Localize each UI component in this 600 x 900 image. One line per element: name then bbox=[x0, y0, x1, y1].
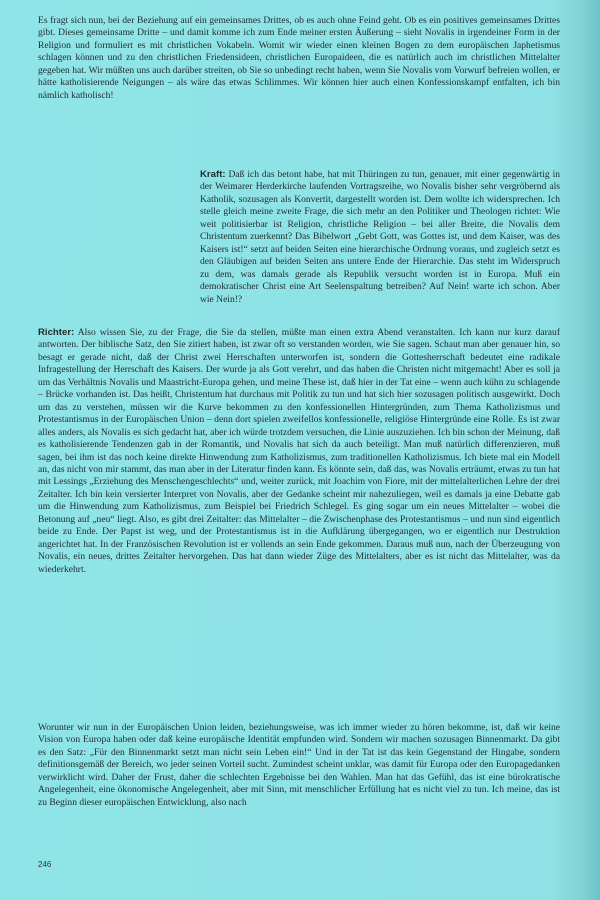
speaker-richter: Richter: bbox=[38, 327, 75, 338]
paragraph-continuation bbox=[38, 722, 560, 809]
paragraph-intro bbox=[38, 15, 560, 102]
paragraph-richter-text: Also wissen Sie, zu der Frage, die Sie da stellen, müßte man einen extra Abend veranstalten. Ich kann nur kurz darauf antworten. Der biblische Satz, den Sie zitiert haben, ist zwar oft so verstanden worden, wie Sie sagen. Schaut man aber genauer hin, so besagt er gerade nicht, daß der Christ zwei Herrschaften unterworfen ist, sondern die Gottesherrschaft bedeutet eine radikale Infragestellung der Herrschaft des Kaisers. Der wurde ja als Gott verehrt, und das haben die Christen nicht mitgemacht! Aber es soll ja um das Verhältnis Novalis und Maastricht-Europa gehen, und meine These ist, daß hier in der Tat eine – wenn auch kühn zu schlagende – Brücke vorhanden ist. Das heißt, Christentum hat durchaus mit Politik zu tun und hat sich hier sozusagen politisch ausgewirkt. Doch um das zu verstehen, müssen wir die Kurve bekommen zu den konfessionellen Hintergründen, zum Thema Katholizismus und Protestantismus in der Europäischen Union – denn dort spielen zweifellos konfessionelle, religiöse Hintergründe eine Rolle. Es ist zwar alles anders, als Novalis es sich gedacht hat, aber ich würde trotzdem versuchen, die Linie auszuziehen. Ich bin schon der Meinung, daß es katholisierende Tendenzen gab in der Romantik, und Novalis hat sich da auch beteiligt. Man muß natürlich differenzieren, muß sagen, bei ihm ist das noch keine direkte Hinwendung zum Katholizismus, zum traditionellen Katholizismus. Ich biete mal ein Modell an, das nicht von mir stammt, das man aber in der Literatur finden kann. Es könnte sein, daß das, was Novalis erträumt, etwas zu tun hat mit Lessings „Erziehung des Menschengeschlechts“ und, weiter zurück, mit Joachim von Fiore, mit der mittelalterlichen Lehre der drei Zeitalter. Ich bin kein versierter Interpret von Novalis, aber der Gedanke scheint mir nahezuliegen, weil es damals ja eine Debatte gab um die Hinwendung zum Katholizismus, zum Beispiel bei Friedrich Schlegel. Es ging sogar um ein neues Mittelalter – wobei die Betonung auf „neu“ liegt. Also, es gibt drei Zeitalter: das Mittelalter – die Zwischenphase des Protestantismus – und nun sind eigentlich beide zu Ende. Der Papst ist weg, und der Protestantismus ist in die Aufklärung übergegangen, wo er eigentlich nur Destruktion angerichtet hat. In der Französischen Revolution ist er vollends an sein Ende gekommen. Daraus muß nun, nach der Überzeugung von Novalis, ein neues, drittes Zeitalter hervorgehen. Das hat dann wieder Züge des Mittelalters, aber es ist nicht das Mittelalter, was da wiederkehrt. bbox=[38, 327, 560, 575]
paragraph-intro-text: Es fragt sich nun, bei der Beziehung auf ein gemeinsames Drittes, ob es auch ohne Feind geht. Ob es ein positives gemeinsames Drittes gibt. Dieses gemeinsame Dritte – und damit komme ich zum Ende meiner ersten Äußerung – sieht Novalis in irgendeiner Form in der Religion und formuliert es mit christlichen Vokabeln. Womit wir wieder einen kleinen Bogen zu dem europäischen Japhetismus schlagen können und zu den christlichen Friedensideen, christlichen Europaideen, die es natürlich auch im christlichen Mittelalter gegeben hat. Wir müßten uns auch darüber streiten, ob Sie so unbedingt recht haben, wenn Sie Novalis vom Vorwurf befreien wollen, er hätte katholisierende Neigungen – als wäre das etwas Schlimmes. Wir können hier auch einen Konfessionskampf entfalten, ich bin nämlich katholisch! bbox=[38, 15, 560, 101]
paragraph-kraft bbox=[200, 169, 560, 306]
speaker-kraft: Kraft: bbox=[200, 169, 226, 180]
paragraph-continuation-text: Worunter wir nun in der Europäischen Union leiden, beziehungsweise, was ich immer wieder zu hören bekomme, ist, daß wir keine Vision von Europa haben oder daß keine europäische Identität empfunden wird. Sondern wir machen sozusagen Binnenmarkt. Da gibt es den Satz: „Für den Binnenmarkt setzt man nicht sein Leben ein!“ Und in der Tat ist das kein Gegenstand der Hingabe, sondern definitionsgemäß der Bereich, wo jeder seinen Vorteil sucht. Zumindest scheint unklar, was damit für Europa oder den Europagedanken verwirklicht wird. Daher der Frust, daher die schlechten Ergebnisse bei den Wahlen. Man hat das Gefühl, das ist eine bürokratische Angelegenheit, eine ökonomische Angelegenheit, aber mit Sinn, mit menschlicher Erfüllung hat es nicht viel zu tun. Ich meine, das ist zu Beginn dieser europäischen Entwicklung, also nach bbox=[38, 722, 560, 808]
page-number: 246 bbox=[38, 860, 52, 869]
paragraph-kraft-text: Daß ich das betont habe, hat mit Thüringen zu tun, genauer, mit einer gegenwärtig in der Weimarer Herderkirche laufenden Vortragsreihe, wo Novalis bisher sehr vergröbernd als Katholik, sozusagen als Konvertit, dargestellt worden ist. Dem wollte ich widersprechen. Ich stelle gleich meine zweite Frage, die sich mehr an den Politiker und Theologen richtet: Wie weit politisierbar ist Religion, christliche Religion – bei aller Breite, die Novalis dem Christentum zuerkennt? Das Bibelwort „Gebt Gott, was Gottes ist, und dem Kaiser, was des Kaisers ist!“ setzt auf beiden Seiten eine hierarchische Ordnung voraus, und zugleich setzt es den Gläubigen auf beiden Seiten ans untere Ende der Hierarchie. Das steht im Widerspruch zu dem, was damals gerade als Republik versucht worden ist in Europa. Muß ein demokratischer Christ eine Art Seelenspaltung betreiben? Auf Nein! warte ich schon. Aber wie Nein!? bbox=[200, 169, 560, 305]
paragraph-richter bbox=[38, 327, 560, 576]
